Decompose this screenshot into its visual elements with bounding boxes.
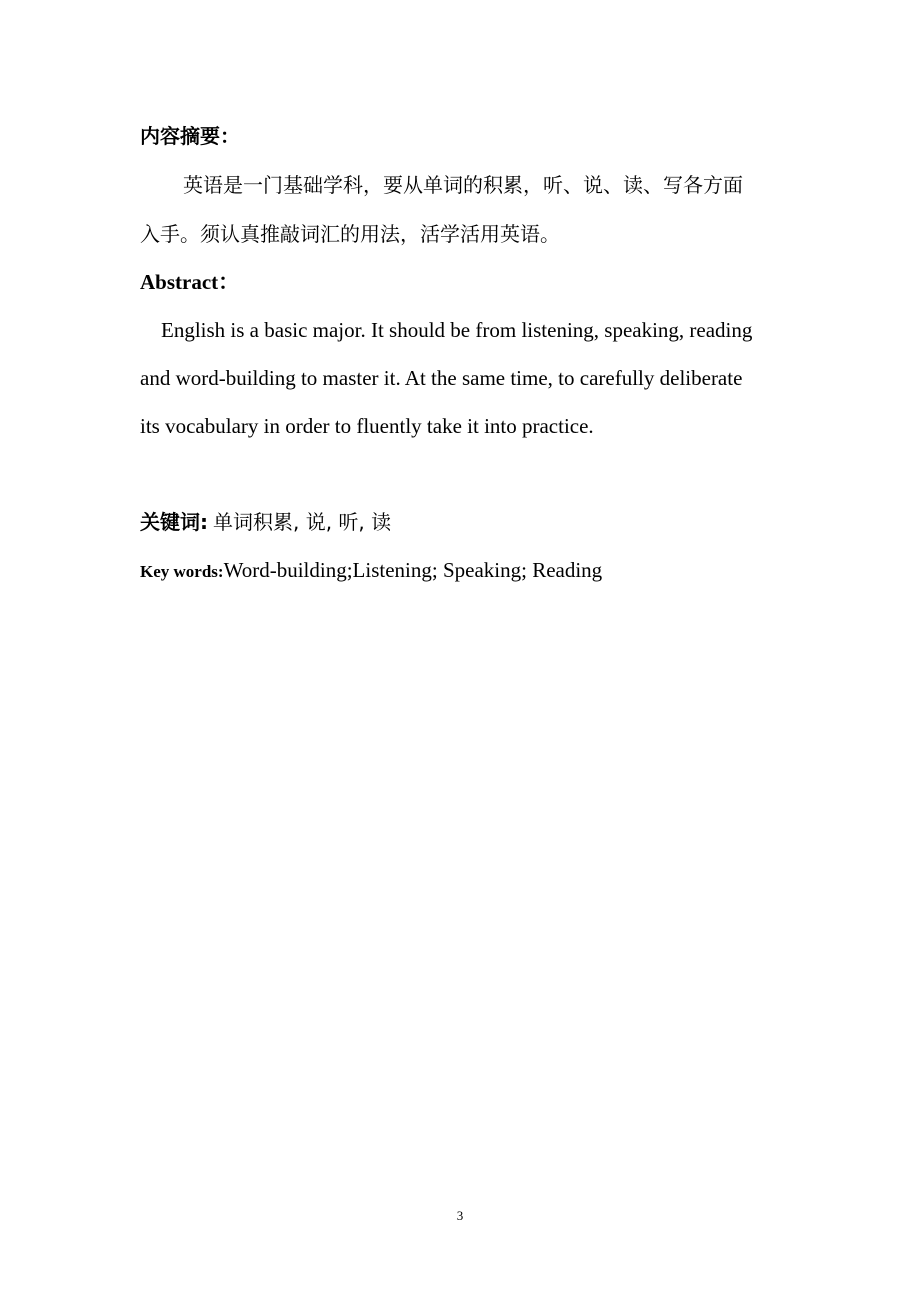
summary-paragraph-line-2: 入手。须认真推敲词汇的用法，活学活用英语。: [140, 222, 560, 246]
keywords-en-label: Key words:: [140, 562, 224, 581]
keywords-cn-label: 关键词:: [140, 510, 208, 534]
keywords-cn-values: 单词积累, 说, 听, 读: [213, 510, 392, 534]
summary-heading: 内容摘要：: [140, 124, 240, 148]
abstract-paragraph-line-1: English is a basic major. It should be from listening, speaking, reading: [161, 318, 753, 342]
page-number: 3: [456, 1208, 464, 1223]
abstract-heading: Abstract：: [140, 270, 240, 294]
summary-paragraph-line-1: 英语是一门基础学科，要从单词的积累，听、说、读、写各方面: [183, 173, 743, 197]
abstract-paragraph-line-3: its vocabulary in order to fluently take it into practice.: [140, 414, 594, 438]
keywords-en-values: Word-building;Listening; Speaking; Reading: [223, 558, 603, 582]
keywords-en-row: [140, 558, 602, 584]
keywords-cn-row: [140, 510, 391, 535]
abstract-paragraph-line-2: and word-building to master it. At the same time, to carefully deliberate: [140, 366, 743, 390]
